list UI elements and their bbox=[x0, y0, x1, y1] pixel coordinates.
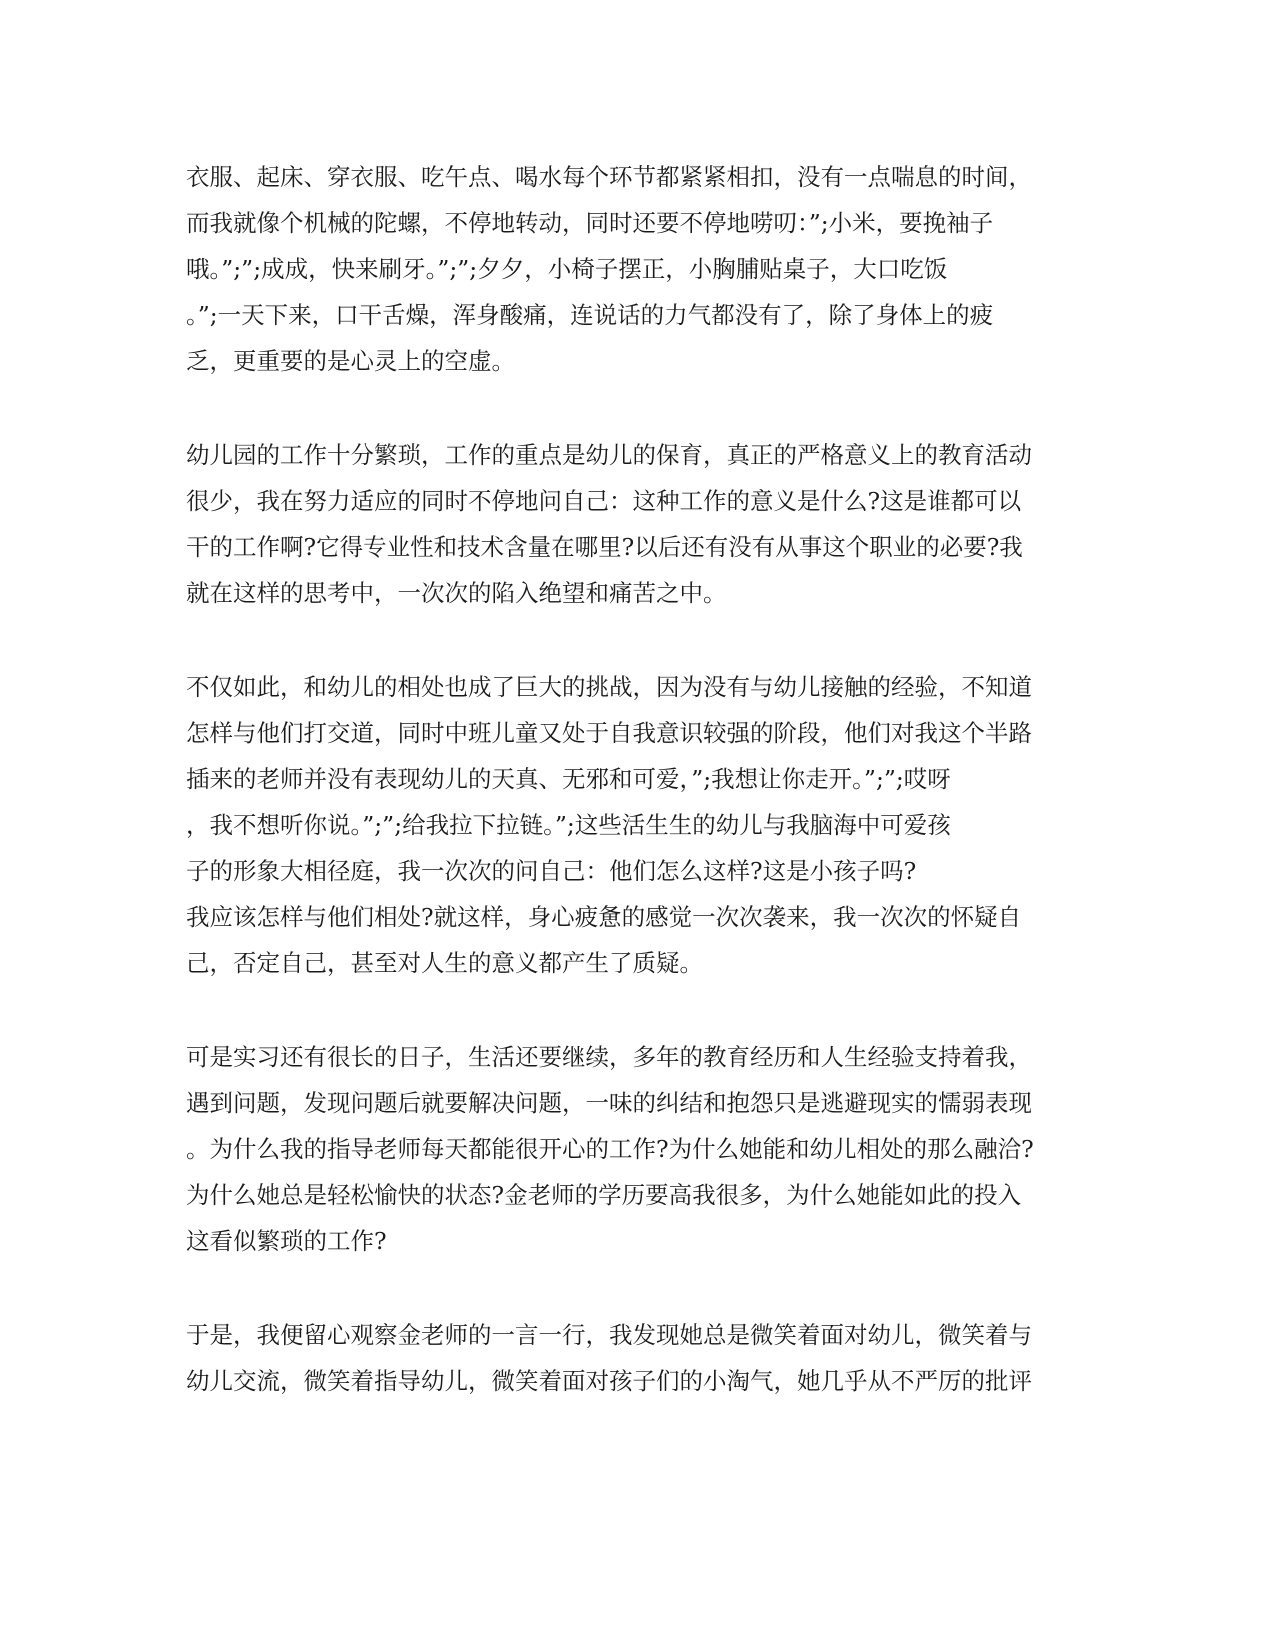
text-line: 子的形象大相径庭，我一次次的问自己：他们怎么这样?这是小孩子吗? bbox=[186, 857, 917, 885]
text-line: 幼儿交流，微笑着指导幼儿，微笑着面对孩子们的小淘气，她几乎从不严厉的批评 bbox=[186, 1367, 1032, 1395]
text-line: 插来的老师并没有表现幼儿的天真、无邪和可爱，”;我想让你走开。”;”;哎呀 bbox=[186, 765, 951, 793]
text-line: 干的工作啊?它得专业性和技术含量在哪里?以后还有没有从事这个职业的必要?我 bbox=[186, 533, 1023, 561]
text-line: 就在这样的思考中，一次次的陷入绝望和痛苦之中。 bbox=[186, 579, 727, 607]
text-line: 可是实习还有很长的日子，生活还要继续，多年的教育经历和人生经验支持着我， bbox=[186, 1043, 1032, 1071]
text-line: 哦。”;”;成成，快来刷牙。”;”;夕夕，小椅子摆正，小胸脯贴桌子，大口吃饭 bbox=[186, 255, 948, 283]
text-line: 幼儿园的工作十分繁琐，工作的重点是幼儿的保育，真正的严格意义上的教育活动 bbox=[186, 441, 1032, 469]
text-line: 于是，我便留心观察金老师的一言一行，我发现她总是微笑着面对幼儿，微笑着与 bbox=[186, 1321, 1032, 1349]
text-line: 。为什么我的指导老师每天都能很开心的工作?为什么她能和幼儿相处的那么融洽? bbox=[186, 1135, 1034, 1163]
text-line: 怎样与他们打交道，同时中班儿童又处于自我意识较强的阶段，他们对我这个半路 bbox=[186, 719, 1032, 747]
text-line: 己，否定自己，甚至对人生的意义都产生了质疑。 bbox=[186, 949, 703, 977]
text-line: 衣服、起床、穿衣服、吃午点、喝水每个环节都紧紧相扣，没有一点喘息的时间， bbox=[186, 163, 1032, 191]
text-line: 不仅如此，和幼儿的相处也成了巨大的挑战，因为没有与幼儿接触的经验，不知道 bbox=[186, 673, 1032, 701]
text-line: 。”;一天下来，口干舌燥，浑身酸痛，连说话的力气都没有了，除了身体上的疲 bbox=[186, 301, 994, 329]
text-line: 而我就像个机械的陀螺，不停地转动，同时还要不停地唠叨：”;小米，要挽袖子 bbox=[186, 209, 994, 237]
text-line: 我应该怎样与他们相处?就这样，身心疲惫的感觉一次次袭来，我一次次的怀疑自 bbox=[186, 903, 1022, 931]
text-line: 很少，我在努力适应的同时不停地问自己：这种工作的意义是什么?这是谁都可以 bbox=[186, 487, 1022, 515]
text-line: ，我不想听你说。”;”;给我拉下拉链。”;这些活生生的幼儿与我脑海中可爱孩 bbox=[186, 811, 951, 839]
text-line: 为什么她总是轻松愉快的状态?金老师的学历要高我很多，为什么她能如此的投入 bbox=[186, 1181, 1022, 1209]
text-line: 遇到问题，发现问题后就要解决问题，一味的纠结和抱怨只是逃避现实的懦弱表现 bbox=[186, 1089, 1032, 1117]
text-line: 乏，更重要的是心灵上的空虚。 bbox=[186, 347, 515, 375]
text-line: 这看似繁琐的工作? bbox=[186, 1227, 387, 1255]
